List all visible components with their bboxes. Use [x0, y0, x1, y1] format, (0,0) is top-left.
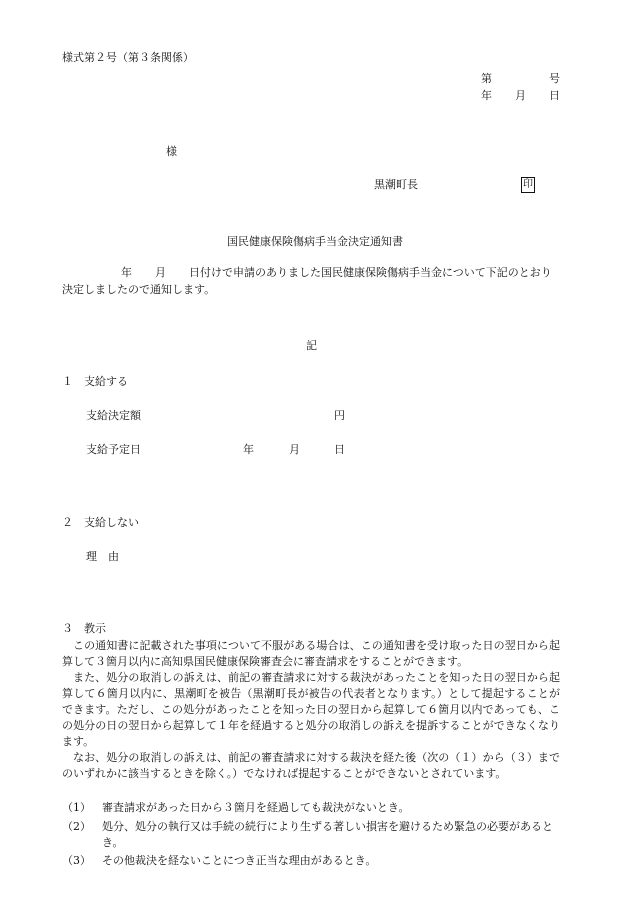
scheduled-year-label: 年 — [243, 443, 254, 456]
condition-item-text: 処分、処分の執行又は手続の続行により生ずる著しい損害を避けるため緊急の必要があるとき。 — [102, 820, 553, 849]
intro-text-line1: 日付けで申請のありました国民健康保険傷病手当金について下記のとおり — [189, 266, 552, 279]
condition-item-text: 審査請求があった日から３箇月を経過しても裁決がないとき。 — [102, 801, 410, 814]
document-number-prefix: 第 — [481, 72, 492, 85]
condition-item-text: その他裁決を経ないことにつき正当な理由があるとき。 — [102, 854, 377, 867]
intro-text-line2: 決定しましたので通知します。 — [62, 283, 216, 296]
section1-heading: １ 支給する — [62, 375, 128, 388]
instruction-paragraph-2: また、処分の取消しの訴えは、前記の審査請求に対する裁決があったことを知った日の翌日から起算して６箇月以内に、黒潮町を被告（黒潮町長が被告の代表者となります。）として提起することができます。ただし、この処分があったことを知った日の翌日から起算して６箇月以内であっても、この処分の日の翌日から起算して１年を経過すると処分の取消しの訴えを提訴することができなくなります。 — [62, 671, 560, 748]
addressee-honorific: 様 — [166, 145, 177, 158]
form-label: 様式第２号（第３条関係） — [62, 51, 194, 64]
ki-marker: 記 — [306, 339, 317, 352]
amount-unit: 円 — [334, 409, 345, 422]
instruction-paragraph-3: なお、処分の取消しの訴えは、前記の審査請求に対する裁決を経た後（次の（１）から（３）までのいずれかに該当するときを除く。）でなければ提起することができないとされています。 — [62, 751, 560, 780]
scheduled-month-label: 月 — [289, 443, 300, 456]
section3-heading: ３ 教示 — [62, 622, 106, 635]
condition-item-number: （1） — [62, 801, 91, 814]
document-number-suffix: 号 — [549, 72, 560, 85]
amount-label: 支給決定額 — [86, 409, 141, 422]
scheduled-day-label: 日 — [334, 443, 345, 456]
reason-label: 理 由 — [86, 550, 119, 563]
condition-item-2 — [62, 819, 560, 851]
condition-item-1 — [62, 800, 560, 816]
scheduled-date-label: 支給予定日 — [86, 443, 141, 456]
intro-year-label: 年 — [121, 266, 132, 279]
date-month-label: 月 — [515, 89, 526, 102]
instruction-paragraph-1: この通知書に記載された事項について不服がある場合は、この通知書を受け取った日の翌日から起算して３箇月以内に高知県国民健康保険審査会に審査請求をすることができます。 — [62, 639, 560, 668]
issuer-name: 黒潮町長 — [374, 178, 418, 191]
section2-heading: ２ 支給しない — [62, 516, 139, 529]
condition-item-number: （2） — [62, 820, 91, 833]
condition-item-number: （3） — [62, 854, 91, 867]
condition-item-3 — [62, 853, 560, 869]
intro-month-label: 月 — [155, 266, 166, 279]
date-day-label: 日 — [549, 89, 560, 102]
document-title: 国民健康保険傷病手当金決定通知書 — [227, 235, 403, 248]
seal-stamp-box: 印 — [521, 177, 535, 193]
date-year-label: 年 — [481, 89, 492, 102]
